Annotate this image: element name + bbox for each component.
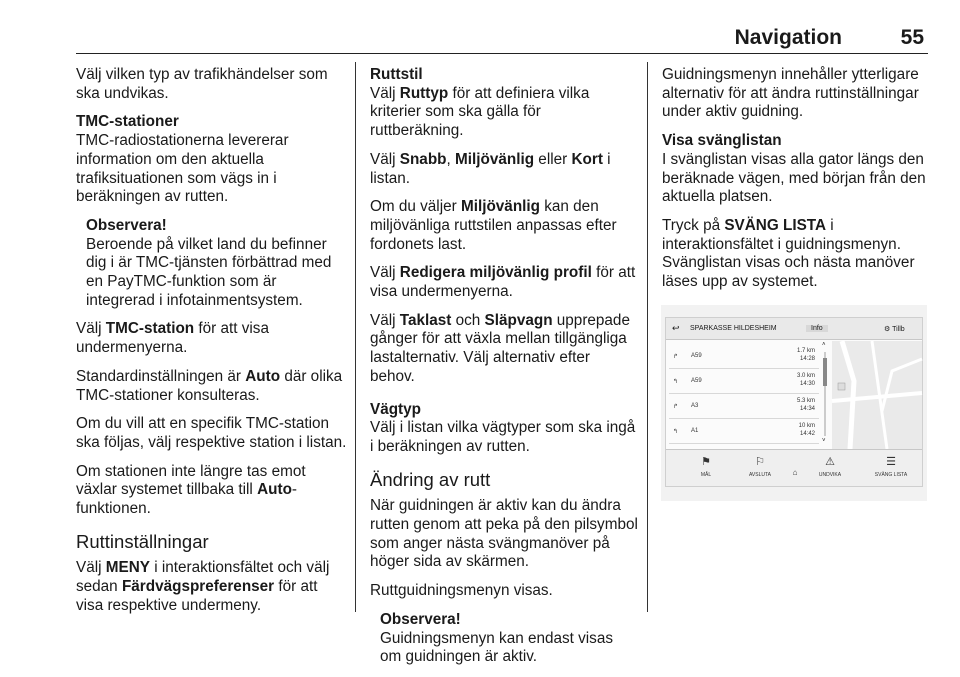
- header-rule: [76, 53, 928, 54]
- route-style-heading: Ruttstil: [370, 66, 423, 83]
- list-item[interactable]: ↰ A59 3.0 km 14:30: [669, 369, 819, 394]
- station-paragraph: Välj TMC-station för att visa undermenyerna.: [76, 320, 269, 357]
- guidance-options-paragraph: Guidningsmenyn innehåller ytterligare alternativ för att ändra ruttinställningar under aktiv guidning.: [662, 66, 919, 121]
- destination-title: SPARKASSE HILDESHEIM: [690, 325, 777, 332]
- home-button[interactable]: [788, 450, 802, 487]
- intro-paragraph: Välj vilken typ av trafikhändelser som ska undvikas.: [76, 66, 328, 102]
- options-paragraph: Välj Snabb, Miljövänlig eller Kort i listan.: [370, 150, 611, 187]
- nav-top-bar: [666, 318, 922, 340]
- column-3: [662, 66, 928, 302]
- info-button[interactable]: Info: [806, 325, 828, 332]
- turn-list-paragraph: I svänglistan visas alla gator längs den beräknade vägen, med början från den aktuella platsen.: [662, 150, 926, 206]
- road-types-paragraph: Välj i listan vilka vägtyper som ska ingå i beräkningen av rutten.: [370, 419, 636, 455]
- note-heading-2: Observera!: [380, 610, 461, 628]
- route-settings-heading: Ruttinställningar: [76, 530, 209, 552]
- list-item[interactable]: ↱ A3 5.3 km 14:34: [669, 394, 819, 419]
- turn-list-heading: Visa svänglistan: [662, 132, 782, 150]
- stop-flag-icon: ⚐: [755, 456, 765, 468]
- route-type-paragraph: Välj Ruttyp för att definiera vilka kriterier som ska gälla för ruttberäkning.: [370, 84, 590, 140]
- chevron-up-icon: ˄: [822, 342, 826, 348]
- back-arrow-icon[interactable]: ↩: [672, 323, 680, 333]
- page-number: 55: [900, 26, 924, 49]
- note-heading: Observera!: [86, 216, 167, 234]
- destination-button[interactable]: ⚑ MÅL: [680, 450, 732, 487]
- load-paragraph: Välj Taklast och Släpvagn upprepade gånger för att växla mellan tillgängliga lastalternativ. Välj alternativ efter behov.: [370, 311, 630, 385]
- page-title: Navigation: [734, 26, 842, 49]
- guidance-menu-paragraph: Ruttguidningsmenyn visas.: [370, 582, 553, 600]
- home-icon: ⌂: [792, 468, 798, 477]
- gear-icon: ⚙: [884, 326, 891, 333]
- back-button[interactable]: ⚙ Tillb: [884, 326, 905, 333]
- column-divider-2: [647, 62, 648, 612]
- map-view[interactable]: [832, 341, 922, 449]
- list-item[interactable]: ↱ A59 1.7 km 14:28: [669, 344, 819, 369]
- change-route-paragraph: När guidningen är aktiv kan du ändra rutten genom att peka på den pilsymbol som anger nästa svängmanöver på höger sida av skärmen.: [370, 497, 638, 571]
- page-header: [76, 26, 928, 54]
- edit-profile-paragraph: Välj Redigera miljövänlig profil för att visa undermenyerna.: [370, 264, 636, 301]
- column-divider-1: [355, 62, 356, 612]
- flag-icon: ⚑: [701, 456, 711, 468]
- turn-left-icon: ↰: [673, 429, 679, 435]
- map-roads-icon: [832, 341, 922, 449]
- eco-paragraph: Om du väljer Miljövänlig kan den miljövänliga ruttstilen anpassas efter fordonets last.: [370, 198, 617, 253]
- turn-left-icon: ↰: [673, 379, 679, 385]
- default-paragraph: Standardinställningen är Auto där olika TMC-stationer konsulteras.: [76, 367, 343, 404]
- road-types-heading: Vägtyp: [370, 400, 421, 418]
- specific-station-paragraph: Om du vill att en specifik TMC-station ska följas, välj respektive station i listan.: [76, 415, 347, 451]
- note-box-1: [76, 217, 348, 311]
- note-text: Beroende på vilket land du befinner dig i är TMC-tjänsten förbättrad med en PayTMC-funktion som är integrerad i infotainmentsystem.: [86, 235, 332, 309]
- note-box-2: [370, 611, 638, 667]
- turn-list-icon: ☰: [886, 456, 896, 468]
- avoid-road-icon: ⚠: [825, 456, 835, 468]
- turn-right-icon: ↱: [673, 404, 679, 410]
- column-1: [76, 66, 348, 626]
- turn-list-button[interactable]: ☰ SVÄNG LISTA: [862, 450, 920, 487]
- chevron-down-icon: ˅: [822, 438, 826, 444]
- list-item[interactable]: ↰ A1 10 km 14:42: [669, 419, 819, 444]
- nav-screen: [665, 317, 923, 487]
- change-route-heading: Ändring av rutt: [370, 468, 491, 490]
- navigation-screenshot: [661, 305, 927, 501]
- note-text-2: Guidningsmenyn kan endast visas om guidningen är aktiv.: [380, 629, 613, 666]
- cancel-route-button[interactable]: ⚐ AVSLUTA: [734, 450, 786, 487]
- tap-paragraph: Tryck på SVÄNG LISTA i interaktionsfältet i guidningsmenyn. Svänglistan visas och nästa manöver läses upp av systemet.: [662, 216, 915, 291]
- turn-list: [669, 344, 819, 446]
- tmc-paragraph: TMC-radiostationerna levererar information om den aktuella trafiksituationen som vägs in i beräkningen av rutten.: [76, 132, 289, 206]
- menu-paragraph: Välj MENY i interaktionsfältet och välj sedan Färdvägspreferenser för att visa respektive undermeny.: [76, 559, 330, 614]
- tmc-heading: TMC-stationer: [76, 113, 179, 131]
- list-scrollbar[interactable]: [822, 344, 828, 446]
- column-2: [370, 66, 638, 677]
- unavailable-paragraph: Om stationen inte längre tas emot växlar systemet tillbaka till Auto-funktionen.: [76, 462, 306, 518]
- turn-right-icon: ↱: [673, 354, 679, 360]
- interaction-bar: [666, 449, 922, 486]
- avoid-button[interactable]: ⚠ UNDVIKA: [804, 450, 856, 487]
